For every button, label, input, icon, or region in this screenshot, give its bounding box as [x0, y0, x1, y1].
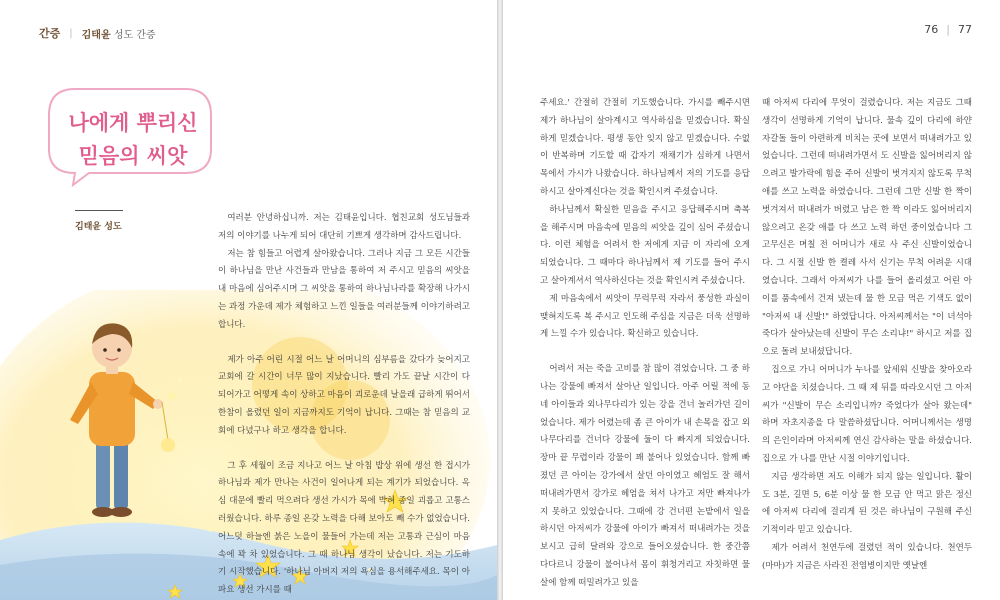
- author-block: [75, 210, 123, 232]
- section-label: 간증: [39, 27, 61, 40]
- right-body-column-1: [540, 95, 750, 593]
- title-bubble: [45, 85, 215, 189]
- paragraph: 집으로 가니 어머니가 누나를 앞세워 신발을 찾아오라고 야단을 치셨습니다. 그 때 제 뒤를 따라오시던 그 아저씨가 "신발이 무슨 소리입니까? 죽었다가 살아 왔는데" 하며 자초지종을 다 말씀하셨답니다. 어머니께서는 생명의 은인이라며 아저씨께 연신 감사하는 말을 하셨습니다. 집으로 가 나를 만난 시절 이야기입니다.: [762, 364, 972, 464]
- header-author-suffix: 성도 간증: [113, 29, 156, 41]
- paragraph: 제가 아주 어린 시절 어느 날 어머니의 심부름을 갔다가 늦어지고 교회에 갈 시간이 너무 많이 지났습니다. 빨리 가도 끝날 시간이 다 되어가고 어떻게 속이 상하고 마음이 괴로운데 날을래 급하게 뛰어서 한참이 올렸던 일이 지금까지도 기억이 납니다. 그때는 참 믿음의 교회에 다녔구나 하고 생각을 합니다.: [218, 354, 470, 436]
- paragraph: 그 후 세월이 조금 지나고 어느 날 아침 밥상 위에 생선 한 접시가 하나님과 제가 만나는 사건이 일어나게 되는 계기가 되었습니다. 옥심 대문에 빨리 먹으려다 생선 가시가 목에 박혀 종일 괴롭고 고통스러웠습니다. 하루 종일 온갖 노력을 다해 보아도 빼 수가 없었습니다. 어느덧 하늘엔 붉은 노을이 물들어 가는데 저는 고통과 근심이 마음속에 꽉 차 있었습니다. 그 때 하나님 생각이 났습니다. 저는 기도하기 시작했습니다. '하나님 아버지 저의 욕심을 용서해주세요. 목이 아파요 생선 가시를 때: [218, 460, 470, 596]
- paragraph: 제 마음속에서 씨앗이 무럭무럭 자라서 풍성한 과실이 맺혀지도록 복 주시고 인도해 주심을 지금은 더욱 선명하게 느낄 수가 있습니다. 확신하고 있습니다.: [540, 293, 750, 340]
- author-rule: [75, 210, 123, 211]
- paragraph: 어려서 저는 죽을 고비를 참 많이 겪었습니다. 그 중 하나는 강물에 빠져서 살아난 일입니다. 아주 어릴 적에 동네 아이들과 외나무다리가 있는 강을 건너 놀러가던 길이었습니다. 제가 어렸는데 좀 큰 아이가 내 손목을 잡고 외나무다리를 건너다 강물에 둘이 다 빠지게 되었습니다. 장마 끝 무렵이라 강물이 꽤 불어나 있었습니다. 함께 빠졌던 큰 아이는 강가에서 살던 아이였고 헤엄도 잘 해서 떠내려가면서 강가로 헤엄을 쳐서 나가고 저만 빠져나가지 못하고 있었습니다. 그때에 강 건너편 논밭에서 일을 하시던 아저씨가 강물에 아이가 빠져서 떠내려가는 것을 보시고 급히 달려와 강으로 들어오셨습니다. 한 중간쯤 다다르니 강물이 불어나서 몸이 휘청거리고 자칫하면 물살에 함께 떠밀려가고 있을: [540, 364, 750, 588]
- author-name: 김태윤 성도: [75, 222, 122, 232]
- paragraph: 지금 생각하면 저도 이해가 되지 않는 일입니다. 활이도 3분, 길면 5, 6분 이상 물 한 모금 안 먹고 맑은 정신에 아저씨 다리에 걸리게 된 것은 하나님이 구원해 주신 기적이라 믿고 있습니다.: [762, 471, 972, 536]
- paragraph: 하나님께서 확실한 믿음을 주시고 응답해주시며 축복을 해주시며 마음속에 믿음의 씨앗을 깊이 심어 주셨습니다. 이런 체험을 어려서 한 저에게 지금 이 자리에 오게 되었습니다. 그 때마다 하나님께서 제 기도를 들어 주시고 살아계셔서 역사하신다는 것을 확인시켜 주셨습니다.: [540, 204, 750, 286]
- paragraph: 제가 어려서 천연두에 걸렸던 적이 있습니다. 천연두(마마)가 지금은 사라진 전염병이지만 옛날엔: [762, 542, 972, 571]
- header-author-name: 김태윤: [81, 29, 111, 41]
- header-divider: |: [69, 27, 73, 39]
- paragraph: 주세요.' 간절히 간절히 기도했습니다. 가시를 빼주시면 제가 하나님이 살아계시고 역사하심을 믿겠습니다. 확실하게 믿겠습니다. 평생 동안 잊지 않고 믿겠습니다. 수없이 반복하며 기도할 때 갑자기 재채기가 심하게 나면서 목에서 가시가 나왔습니다. 하나님께서 저의 기도를 응답하시고 살아계신다는 것을 확인시켜 주셨습니다.: [540, 98, 750, 197]
- right-page: [503, 0, 1000, 600]
- paragraph: 때 아저씨 다리에 무엇이 걸렸습니다. 저는 지금도 그때 생각이 선명하게 기억이 납니다. 물속 깊이 다리에 하얀 자갈돌 들이 아련하게 비치는 곳에 보면서 떠내려가고 있었습니다. 그런데 떠내려가면서 도 신발을 잃어버리지 않으려고 발가락에 힘을 주어 신발이 벗겨지지 않도록 무척 애를 쓰고 노력을 하였습니다. 그런데 그만 신발 한 짝이 벗겨져서 떠내려가 버렸고 남은 한 짝 이라도 잃어버리지 않으려고 온갖 애를 다 쓰고 노력 하던 중이었습니다 그 고무신은 며칠 전 어머니가 새로 사 주신 신발이었습니다. 그 시절 신발 한 켤레 사서 신기는 무척 어려운 시대였습니다. 그래서 아저씨가 나를 들어 올리셨고 어린 아이를 품속에서 건져 냈는데 물 한 모금 먹은 기색도 없이 "아저씨 내 신발!" 하였답니다. 아저씨께서는 "이 녀석아 죽다가 살아났는데 신발이 무슨 소리냐!" 하시고 저를 집으로 돌려 보내셨답니다.: [762, 98, 972, 358]
- article-title: [65, 107, 201, 173]
- page-number-divider: |: [946, 23, 950, 36]
- paragraph: 저는 참 힘들고 어렵게 살아왔습니다. 그러나 지금 그 모든 시간들이 하나님을 만난 사건들과 만남을 통하여 저 주시고 믿음의 씨앗을 내 마음에 심어주시며 그 씨앗을 통하여 하나님나라를 확장해 나가시는 과정 가운데 제가 체험하고 느낀 일들을 여러분들께 이야기하려고 합니다.: [218, 248, 470, 330]
- page-number-right: 77: [958, 23, 972, 36]
- page-number-left: 76: [924, 23, 939, 36]
- header-author: [82, 26, 156, 41]
- page-numbers: [924, 23, 972, 36]
- title-line-2: 믿음의 씨앗: [78, 144, 188, 168]
- left-page: [0, 0, 497, 600]
- left-body-column: [218, 210, 470, 600]
- right-body-column-2: [762, 95, 972, 576]
- paragraph: 여러분 안녕하십니까. 저는 김태윤입니다. 협친교회 성도님들과 저의 이야기를 나누게 되어 대단히 기쁘게 생각하며 감사드립니다.: [218, 213, 470, 241]
- running-head: [39, 25, 156, 41]
- title-line-1: 나에게 뿌리신: [68, 111, 198, 135]
